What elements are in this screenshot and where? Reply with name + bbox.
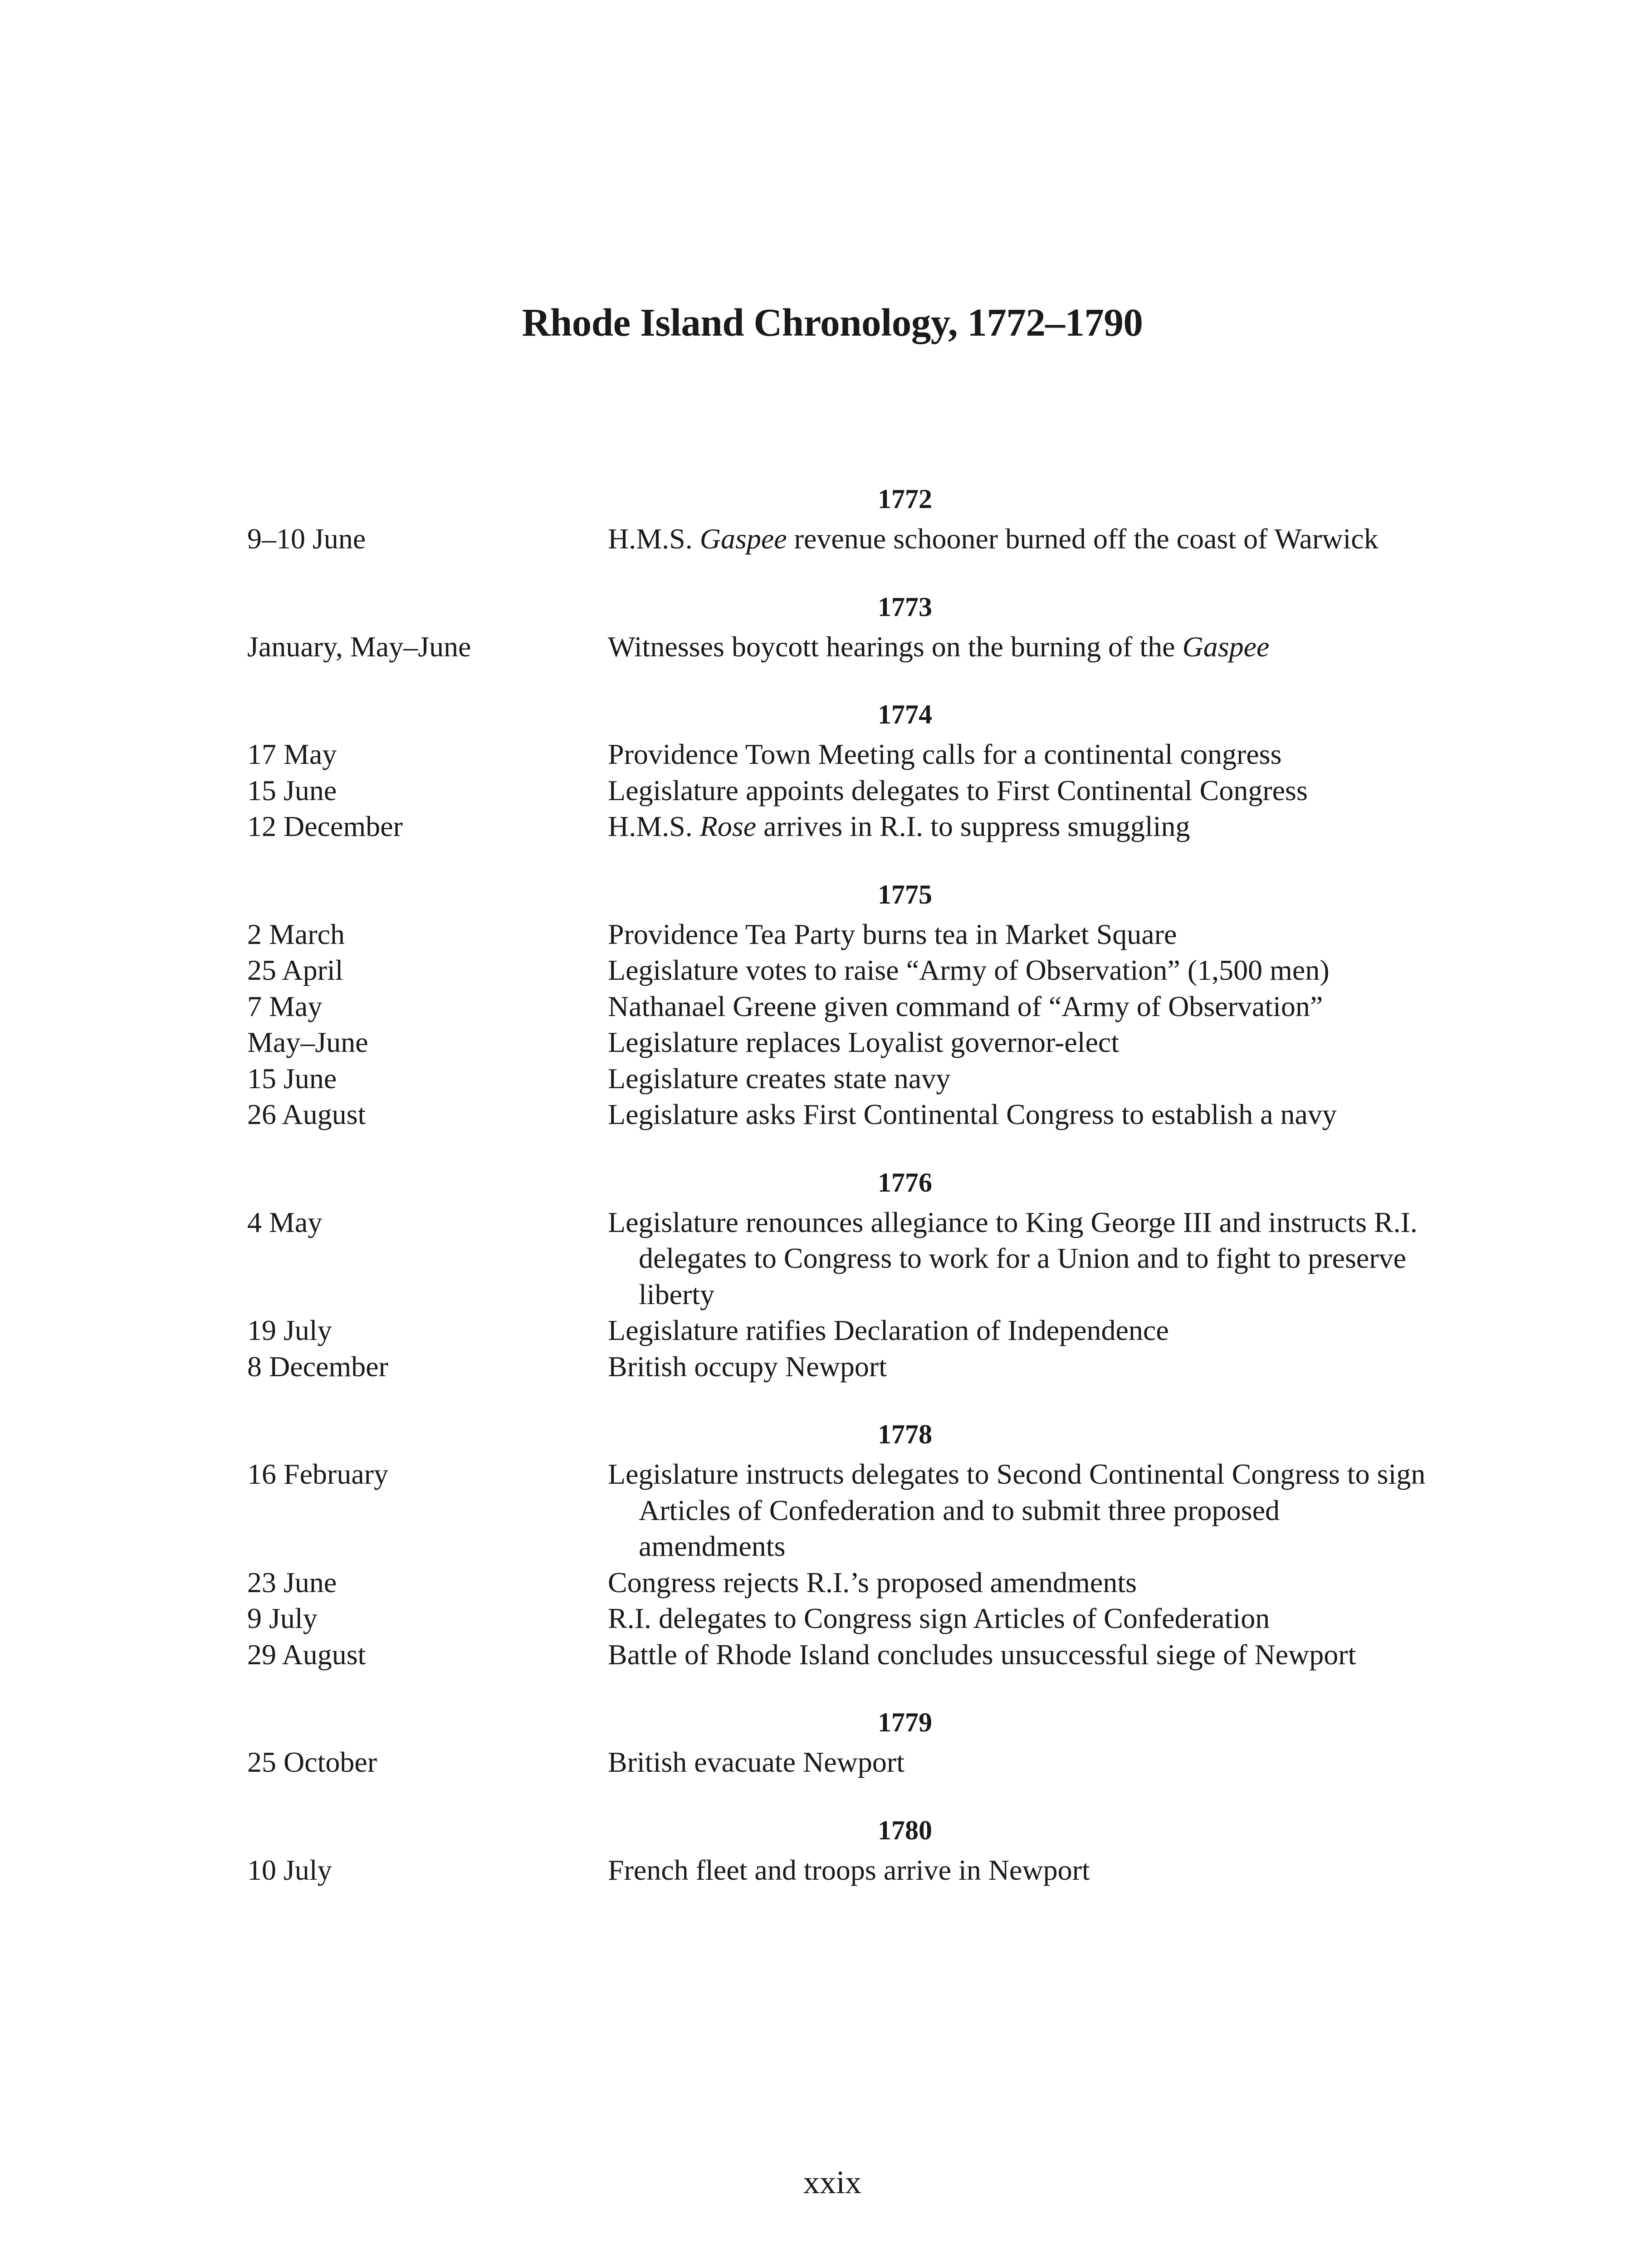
entry-text-continued: arrives in R.I. to suppress smuggling <box>756 810 1190 842</box>
chronology-entry <box>247 1600 1427 1637</box>
year-group-1776 <box>247 1160 1427 1385</box>
entry-text: R.I. delegates to Congress sign Articles of Confederation <box>608 1602 1270 1634</box>
entry-date: 25 April <box>247 954 343 986</box>
entry-text: H.M.S. <box>608 810 700 842</box>
chronology-entry <box>247 1024 1427 1061</box>
chronology-entry <box>247 1312 1427 1349</box>
entry-date: 4 May <box>247 1206 323 1238</box>
entry-description <box>608 952 1427 988</box>
chronology-entry <box>247 1564 1427 1601</box>
year-group-1778 <box>247 1412 1427 1672</box>
entry-date: January, May–June <box>247 630 471 663</box>
entry-text: Legislature replaces Loyalist governor-elect <box>608 1026 1120 1058</box>
year-heading: 1773 <box>878 591 932 622</box>
entry-text: British evacuate Newport <box>608 1746 905 1778</box>
entry-date: 9 July <box>247 1602 318 1634</box>
year-group-1780 <box>247 1808 1427 1888</box>
entry-description <box>608 1096 1427 1133</box>
entry-description <box>608 736 1427 772</box>
chronology-entry <box>247 808 1427 845</box>
entry-date: 15 June <box>247 1062 337 1095</box>
year-heading: 1772 <box>878 484 932 514</box>
year-heading: 1780 <box>878 1815 932 1845</box>
chronology-list <box>247 476 1427 1915</box>
entry-date: 2 March <box>247 918 345 950</box>
chronology-entry <box>247 1096 1427 1133</box>
entry-description <box>608 772 1427 809</box>
chronology-entry <box>247 1637 1427 1673</box>
entry-text: Legislature votes to raise “Army of Observation” (1,500 men) <box>608 954 1330 986</box>
page-title: Rhode Island Chronology, 1772–1790 <box>522 300 1143 344</box>
chronology-entry <box>247 1744 1427 1780</box>
ship-name: Rose <box>699 810 757 842</box>
entry-description <box>608 1456 1427 1564</box>
entry-text: Providence Town Meeting calls for a continental congress <box>608 738 1282 770</box>
year-group-1772 <box>247 476 1427 557</box>
chronology-entry <box>247 1061 1427 1097</box>
entry-description <box>608 1349 1427 1385</box>
entry-date: 19 July <box>247 1314 332 1346</box>
chronology-entry <box>247 772 1427 809</box>
chronology-entry <box>247 1852 1427 1888</box>
entry-description <box>608 1204 1427 1313</box>
entry-description <box>608 1061 1427 1097</box>
entry-text: Witnesses boycott hearings on the burning of the <box>608 630 1183 663</box>
entry-text: Congress rejects R.I.’s proposed amendments <box>608 1566 1137 1598</box>
entry-description <box>608 1600 1427 1637</box>
entry-date: 29 August <box>247 1638 366 1671</box>
entry-date: 10 July <box>247 1853 332 1886</box>
entry-description <box>608 629 1427 665</box>
entry-text: Battle of Rhode Island concludes unsuccessful siege of Newport <box>608 1638 1356 1671</box>
chronology-entry <box>247 736 1427 772</box>
entry-text: Legislature creates state navy <box>608 1062 951 1095</box>
entry-description <box>608 1312 1427 1349</box>
year-heading: 1779 <box>878 1707 932 1737</box>
entry-text: Providence Tea Party burns tea in Market Square <box>608 918 1177 950</box>
entry-date: 7 May <box>247 990 323 1022</box>
entry-description <box>608 1564 1427 1601</box>
chronology-entry <box>247 521 1427 557</box>
chronology-entry <box>247 1349 1427 1385</box>
entry-date: May–June <box>247 1026 368 1058</box>
entry-date: 25 October <box>247 1746 377 1778</box>
year-group-1775 <box>247 872 1427 1133</box>
entry-date: 16 February <box>247 1458 389 1490</box>
entry-description <box>608 1024 1427 1061</box>
entry-description <box>608 808 1427 845</box>
entry-text: Legislature renounces allegiance to King George III and instructs R.I. delegates to Congress to work for a Union and to fight to preserve liberty <box>608 1206 1418 1310</box>
entry-description <box>608 916 1427 953</box>
chronology-entry <box>247 988 1427 1025</box>
year-heading: 1775 <box>878 879 932 909</box>
entry-description <box>608 1852 1427 1888</box>
chronology-entry <box>247 952 1427 988</box>
entry-text: H.M.S. <box>608 523 700 555</box>
year-group-1774 <box>247 692 1427 845</box>
entry-description <box>608 1744 1427 1780</box>
entry-text: Legislature asks First Continental Congress to establish a navy <box>608 1098 1337 1130</box>
page-number: xxix <box>803 2164 861 2200</box>
chronology-entry <box>247 1204 1427 1313</box>
entry-description <box>608 988 1427 1025</box>
year-heading: 1776 <box>878 1167 932 1198</box>
entry-text: British occupy Newport <box>608 1350 887 1383</box>
entry-date: 23 June <box>247 1566 337 1598</box>
chronology-entry <box>247 629 1427 665</box>
entry-date: 9–10 June <box>247 523 366 555</box>
entry-text: Legislature ratifies Declaration of Independence <box>608 1314 1169 1346</box>
entry-description <box>608 1637 1427 1673</box>
year-heading: 1774 <box>878 699 932 729</box>
year-group-1773 <box>247 584 1427 665</box>
entry-date: 17 May <box>247 738 337 770</box>
entry-date: 12 December <box>247 810 403 842</box>
entry-text: Legislature appoints delegates to First Continental Congress <box>608 774 1308 807</box>
entry-date: 26 August <box>247 1098 366 1130</box>
year-heading: 1778 <box>878 1419 932 1449</box>
entry-date: 8 December <box>247 1350 388 1383</box>
ship-name: Gaspee <box>1182 630 1270 663</box>
ship-name: Gaspee <box>699 523 787 555</box>
year-group-1779 <box>247 1700 1427 1780</box>
entry-text: French fleet and troops arrive in Newport <box>608 1853 1090 1886</box>
entry-text-continued: revenue schooner burned off the coast of Warwick <box>787 523 1379 555</box>
chronology-entry <box>247 916 1427 953</box>
entry-text: Nathanael Greene given command of “Army of Observation” <box>608 990 1323 1022</box>
entry-text: Legislature instructs delegates to Second Continental Congress to sign Articles of Confederation and to submit three proposed amendments <box>608 1458 1426 1562</box>
entry-description <box>608 521 1427 557</box>
entry-date: 15 June <box>247 774 337 807</box>
chronology-entry <box>247 1456 1427 1564</box>
